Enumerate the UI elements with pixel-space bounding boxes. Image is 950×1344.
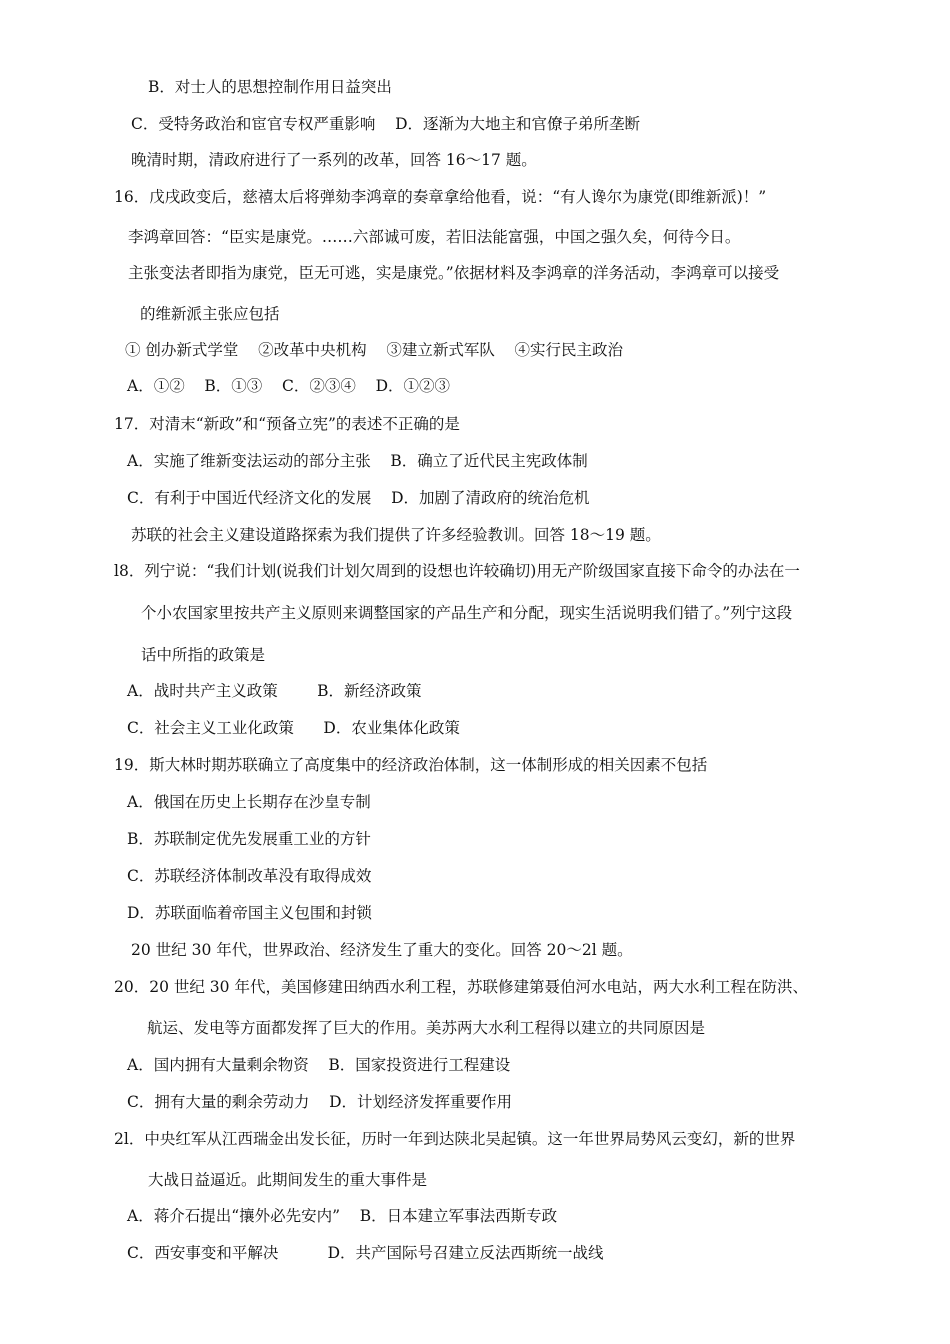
question-18-line-1: l8．列宁说：“我们计划(说我们计划欠周到的设想也许较确切)用无产阶级国家直接下命令的办法在一: [114, 562, 800, 580]
question-19-stem: 19．斯大林时期苏联确立了高度集中的经济政治体制，这一体制形成的相关因素不包括: [114, 756, 708, 774]
question-19-option-d: D．苏联面临着帝国主义包围和封锁: [127, 904, 372, 922]
question-16-line-4: 的维新派主张应包括: [140, 305, 280, 323]
question-17-options-ab: A．实施了维新变法运动的部分主张 B．确立了近代民主宪政体制: [127, 452, 588, 470]
question-18-options-cd: C．社会主义工业化政策 D．农业集体化政策: [127, 719, 460, 737]
question-19-option-b: B．苏联制定优先发展重工业的方针: [127, 830, 371, 848]
question-21-options-cd: C．西安事变和平解决 D．共产国际号召建立反法西斯统一战线: [127, 1244, 604, 1262]
question-16-items: ① 创办新式学堂 ②改革中央机构 ③建立新式军队 ④实行民主政治: [125, 341, 624, 359]
options-c-d-line: C．受特务政治和宦官专权严重影响 D．逐渐为大地主和官僚子弟所垄断: [131, 115, 640, 133]
question-18-options-ab: A．战时共产主义政策 B．新经济政策: [127, 682, 422, 700]
question-20-line-2: 航运、发电等方面都发挥了巨大的作用。美苏两大水利工程得以建立的共同原因是: [147, 1019, 706, 1037]
question-18-line-3: 话中所指的政策是: [141, 646, 266, 664]
section-intro-18-19: 苏联的社会主义建设道路探索为我们提供了许多经验教训。回答 18～19 题。: [131, 526, 661, 544]
question-21-options-ab: A．蒋介石提出“攘外必先安内” B．日本建立军事法西斯专政: [127, 1207, 558, 1225]
question-16-line-1: 16．戊戌政变后，慈禧太后将弹劾李鸿章的奏章拿给他看，说：“有人谗尔为康党(即维新派)！”: [114, 188, 767, 206]
section-intro-16-17: 晚清时期，清政府进行了一系列的改革，回答 16～17 题。: [131, 151, 537, 169]
question-16-line-2: 李鸿章回答：“臣实是康党。……六部诚可废，若旧法能富强，中国之强久矣，何待今日。: [128, 228, 741, 246]
question-21-line-2: 大战日益逼近。此期间发生的重大事件是: [148, 1171, 428, 1189]
question-17-options-cd: C．有利于中国近代经济文化的发展 D．加剧了清政府的统治危机: [127, 489, 590, 507]
option-b-line: B．对士人的思想控制作用日益突出: [148, 78, 392, 96]
question-20-options-cd: C．拥有大量的剩余劳动力 D．计划经济发挥重要作用: [127, 1093, 512, 1111]
question-21-line-1: 2l．中央红军从江西瑞金出发长征，历时一年到达陕北吴起镇。这一年世界局势风云变幻，新的世界: [114, 1130, 796, 1148]
question-19-option-a: A．俄国在历史上长期存在沙皇专制: [127, 793, 371, 811]
question-20-line-1: 20．20 世纪 30 年代，美国修建田纳西水利工程，苏联修建第聂伯河水电站，两大水利工程在防洪、: [114, 978, 808, 996]
question-19-option-c: C．苏联经济体制改革没有取得成效: [127, 867, 372, 885]
question-20-options-ab: A．国内拥有大量剩余物资 B．国家投资进行工程建设: [127, 1056, 511, 1074]
section-intro-20-21: 20 世纪 30 年代，世界政治、经济发生了重大的变化。回答 20～2l 题。: [131, 941, 633, 959]
question-16-line-3: 主张变法者即指为康党，臣无可逃，实是康党。”依据材料及李鸿章的洋务活动，李鸿章可以接受: [128, 264, 780, 282]
question-18-line-2: 个小农国家里按共产主义原则来调整国家的产品生产和分配，现实生活说明我们错了。”列宁这段: [141, 604, 793, 622]
question-17-stem: 17．对清末“新政”和“预备立宪”的表述不正确的是: [114, 415, 460, 433]
question-16-options: A．①② B．①③ C．②③④ D．①②③: [127, 377, 450, 395]
